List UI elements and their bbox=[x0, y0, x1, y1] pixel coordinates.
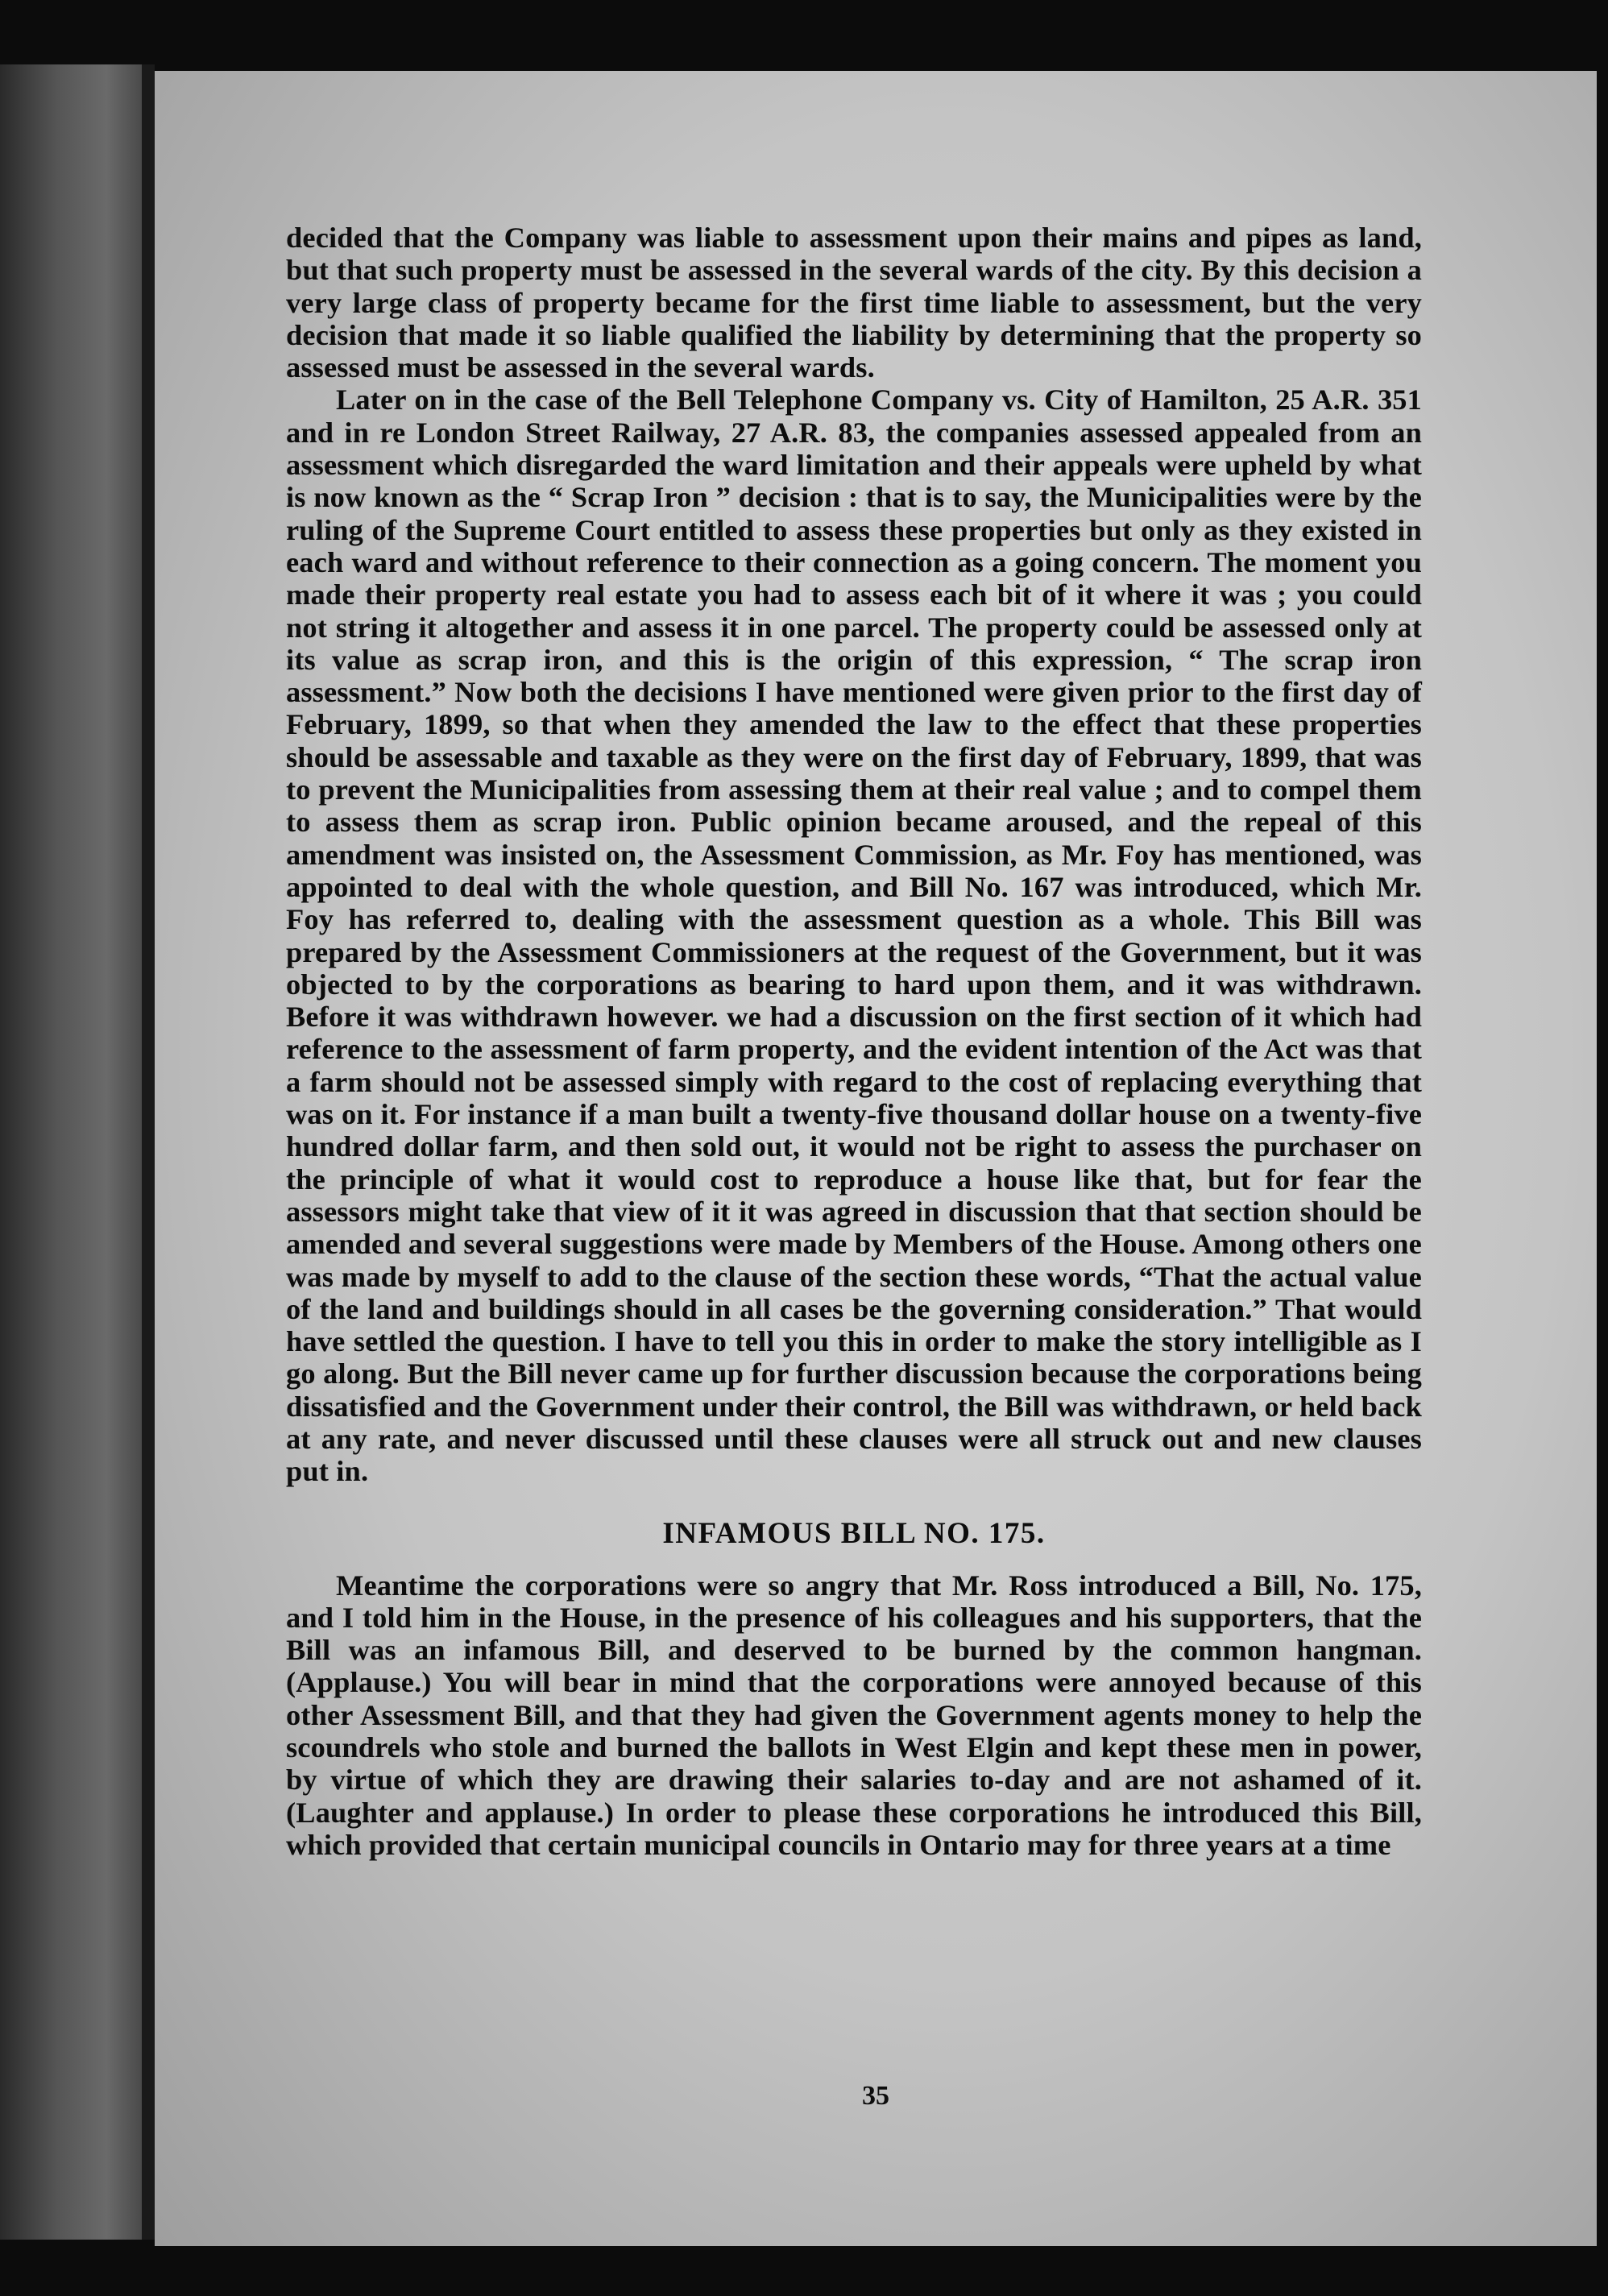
page-edge-shadow bbox=[142, 64, 155, 2240]
paragraph-bill-175: Meantime the corporations were so angry that Mr. Ross introduced a Bill, No. 175, and I told him in the House, in the presence of his colleagues and his supporters, that the Bill was an infamous Bill, and deserved to be burned by the common hangman. (Applause.) You will bear in mind that the corporations were annoyed because of this other Assessment Bill, and that they had given the Government agents money to help the scoundrels who stole and burned the ballots in West Elgin and kept these men in power, by virtue of which they are drawing their salaries to-day and are not ashamed of it. (Laughter and applause.) In order to please these corporations he introduced this Bill, which provided that certain municipal councils in Ontario may for three years at a time bbox=[286, 1569, 1422, 1861]
adjacent-page-strip bbox=[0, 64, 142, 2240]
paragraph-continuation: decided that the Company was liable to assessment upon their mains and pipes as land, but that such property must be assessed in the several wards of the city. By this decision a very large class of property became for the first time liable to assessment, but the very decision that made it so liable qualified the liability by determining that the property so assessed must be assessed in the several wards. bbox=[286, 222, 1422, 384]
section-heading: INFAMOUS BILL NO. 175. bbox=[662, 1516, 1046, 1550]
page-number: 35 bbox=[862, 2081, 889, 2111]
page-body bbox=[286, 222, 1422, 1861]
paragraph-scrap-iron: Later on in the case of the Bell Telephone Company vs. City of Hamilton, 25 A.R. 351 and in re London Street Railway, 27 A.R. 83, the companies assessed appealed from an assessment which disregarded the ward limitation and their appeals were upheld by what is now known as the “ Scrap Iron ” decision : that is to say, the Municipalities were by the ruling of the Supreme Court entitled to assess these properties but only as they existed in each ward and without reference to their connection as a going concern. The moment you made their property real estate you had to assess each bit of it where it was ; you could not string it altogether and assess it in one parcel. The property could be assessed only at its value as scrap iron, and this is the origin of this expression, “ The scrap iron assessment.” Now both the decisions I have mentioned were given prior to the first day of February, 1899, so that when they amended the law to the effect that these properties should be assessable and taxable as they were on the first day of February, 1899, that was to prevent the Municipalities from assessing them at their real value ; and to compel them to assess them as scrap iron. Public opinion became aroused, and the repeal of this amendment was insisted on, the Assessment Commission, as Mr. Foy has mentioned, was appointed to deal with the whole question, and Bill No. 167 was introduced, which Mr. Foy has referred to, dealing with the assessment question as a whole. This Bill was prepared by the Assessment Commissioners at the request of the Government, but it was objected to by the corporations as bearing to hard upon them, and it was withdrawn. Before it was withdrawn however. we had a discussion on the first section of it which had reference to the assessment of farm property, and the evident intention of the Act was that a farm should not be assessed simply with regard to the cost of replacing everything that was on it. For instance if a man built a twenty-five thousand dollar house on a twenty-five hundred dollar farm, and then sold out, it would not be right to assess the purchaser on the principle of what it would cost to reproduce a house like that, but for fear the assessors might take that view of it it was agreed in discussion that that section should be amended and several suggestions were made by Members of the House. Among others one was made by myself to add to the clause of the section these words, “That the actual value of the land and buildings should in all cases be the governing consideration.” That would have settled the question. I have to tell you this in order to make the story intelligible as I go along. But the Bill never came up for further discussion because the corporations being dissatisfied and the Government under their control, the Bill was withdrawn, or held back at any rate, and never discussed until these clauses were all struck out and new clauses put in. bbox=[286, 383, 1422, 1488]
document-page bbox=[155, 71, 1597, 2246]
